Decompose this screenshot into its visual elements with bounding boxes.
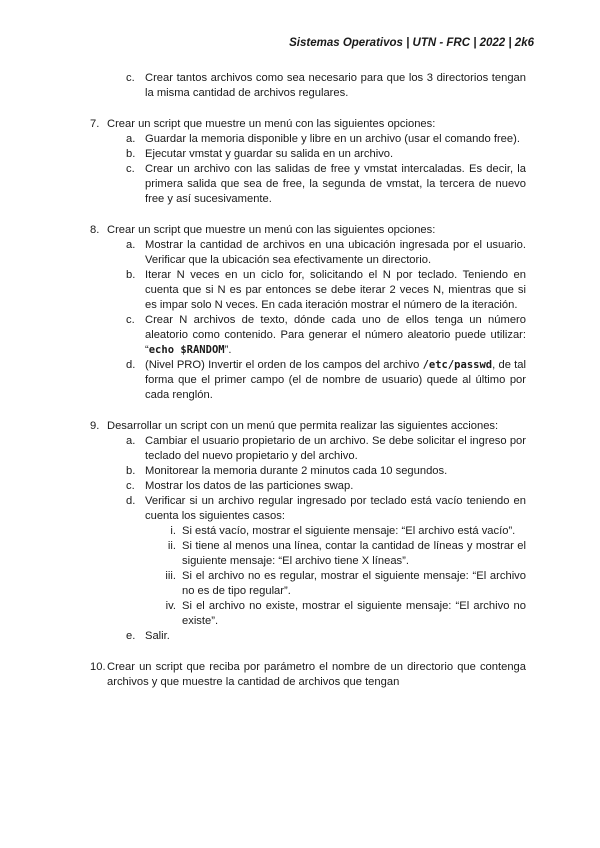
list-label: d. xyxy=(126,359,136,371)
list-label: e. xyxy=(126,630,136,642)
list-label: b. xyxy=(126,465,136,477)
list-text: Iterar N veces en un ciclo for, solicitando el N por teclado. Teniendo en cuenta que si N es par entonces se debe iterar 2 veces N, mientras que si es impar solo N veces. En cada iteración mostrar el número de la iteración. xyxy=(145,269,526,311)
exercise-number: 8. xyxy=(90,224,100,236)
list-text: Crear N archivos de texto, dónde cada uno de ellos tenga un número aleatorio como contenido. Para generar el número aleatorio puede utilizar: “ xyxy=(145,314,526,356)
list-label: i. xyxy=(170,525,176,537)
list-text-end: , de tal forma que el primer campo (el de nombre de usuario) quede al último por cada renglón. xyxy=(145,359,526,401)
list-item-9d-i xyxy=(162,524,526,539)
document-body xyxy=(90,71,526,690)
page-header: Sistemas Operativos | UTN - FRC | 2022 | 2k6 xyxy=(289,37,534,49)
list-label: b. xyxy=(126,148,136,160)
list-label: ii. xyxy=(167,540,176,552)
list-item-6c xyxy=(126,71,526,101)
list-text: Si está vacío, mostrar el siguiente mensaje: “El archivo está vacío”. xyxy=(182,525,516,537)
exercise-text: Crear un script que reciba por parámetro el nombre de un directorio que contenga archivos y que muestre la cantidad de archivos que tengan xyxy=(107,661,526,688)
list-label: a. xyxy=(126,239,136,251)
code-snippet: /etc/passwd xyxy=(422,359,493,371)
exercise-text: Crear un script que muestre un menú con las siguientes opciones: xyxy=(107,224,436,236)
list-item-9d-ii xyxy=(162,539,526,569)
list-text: Monitorear la memoria durante 2 minutos cada 10 segundos. xyxy=(145,465,448,477)
list-item-9d xyxy=(126,494,526,524)
list-item-8c xyxy=(126,313,526,358)
list-item-9d-iv xyxy=(162,599,526,629)
list-text: Si el archivo no es regular, mostrar el siguiente mensaje: “El archivo no es de tipo regular”. xyxy=(182,570,526,597)
list-item-9d-iii xyxy=(162,569,526,599)
list-text: Mostrar la cantidad de archivos en una ubicación ingresada por el usuario. Verificar que la ubicación sea efectivamente un directorio. xyxy=(145,239,526,266)
list-text: Salir. xyxy=(145,630,170,642)
exercise-number: 7. xyxy=(90,118,100,130)
exercise-number: 10. xyxy=(90,661,106,673)
list-label: c. xyxy=(126,480,135,492)
list-label: a. xyxy=(126,435,136,447)
exercise-text: Crear un script que muestre un menú con las siguientes opciones: xyxy=(107,118,436,130)
list-item-7b xyxy=(126,147,526,162)
list-text: Crear un archivo con las salidas de free y vmstat intercaladas. Es decir, la primera salida que sea de free, la segunda de vmstat, la tercera de nuevo free y así sucesivamente. xyxy=(145,163,526,205)
list-label: c. xyxy=(126,314,135,326)
exercise-9 xyxy=(90,419,526,434)
list-text: Crear tantos archivos como sea necesario para que los 3 directorios tengan la misma cantidad de archivos regulares. xyxy=(145,72,526,99)
list-item-9b xyxy=(126,464,526,479)
list-label: a. xyxy=(126,133,136,145)
list-item-9a xyxy=(126,434,526,464)
list-text: Ejecutar vmstat y guardar su salida en un archivo. xyxy=(145,148,394,160)
list-item-8a xyxy=(126,238,526,268)
list-item-7c xyxy=(126,162,526,207)
list-text: Si tiene al menos una línea, contar la cantidad de líneas y mostrar el siguiente mensaje: “El archivo tiene X líneas”. xyxy=(182,540,526,567)
list-text: Mostrar los datos de las particiones swap. xyxy=(145,480,354,492)
list-text-end: ”. xyxy=(224,344,232,356)
list-item-7a xyxy=(126,132,526,147)
exercise-8 xyxy=(90,223,526,238)
list-text: Verificar si un archivo regular ingresado por teclado está vacío teniendo en cuenta los siguientes casos: xyxy=(145,495,526,522)
exercise-number: 9. xyxy=(90,420,100,432)
list-label: c. xyxy=(126,163,135,175)
code-snippet: echo $RANDOM xyxy=(148,344,225,356)
list-text: Si el archivo no existe, mostrar el siguiente mensaje: “El archivo no existe”. xyxy=(182,600,526,627)
list-item-9c xyxy=(126,479,526,494)
list-text: Guardar la memoria disponible y libre en un archivo (usar el comando free). xyxy=(145,133,520,145)
list-label: iii. xyxy=(165,570,176,582)
exercise-7 xyxy=(90,117,526,132)
exercise-text: Desarrollar un script con un menú que permita realizar las siguientes acciones: xyxy=(107,420,499,432)
list-label: b. xyxy=(126,269,136,281)
list-label: d. xyxy=(126,495,136,507)
list-label: c. xyxy=(126,72,135,84)
list-text: (Nivel PRO) Invertir el orden de los campos del archivo xyxy=(145,359,423,371)
list-item-9e xyxy=(126,629,526,644)
list-label: iv. xyxy=(165,600,176,612)
exercise-10 xyxy=(90,660,526,690)
list-text: Cambiar el usuario propietario de un archivo. Se debe solicitar el ingreso por teclado del nuevo propietario y del archivo. xyxy=(145,435,526,462)
list-item-8b xyxy=(126,268,526,313)
list-item-8d xyxy=(126,358,526,403)
